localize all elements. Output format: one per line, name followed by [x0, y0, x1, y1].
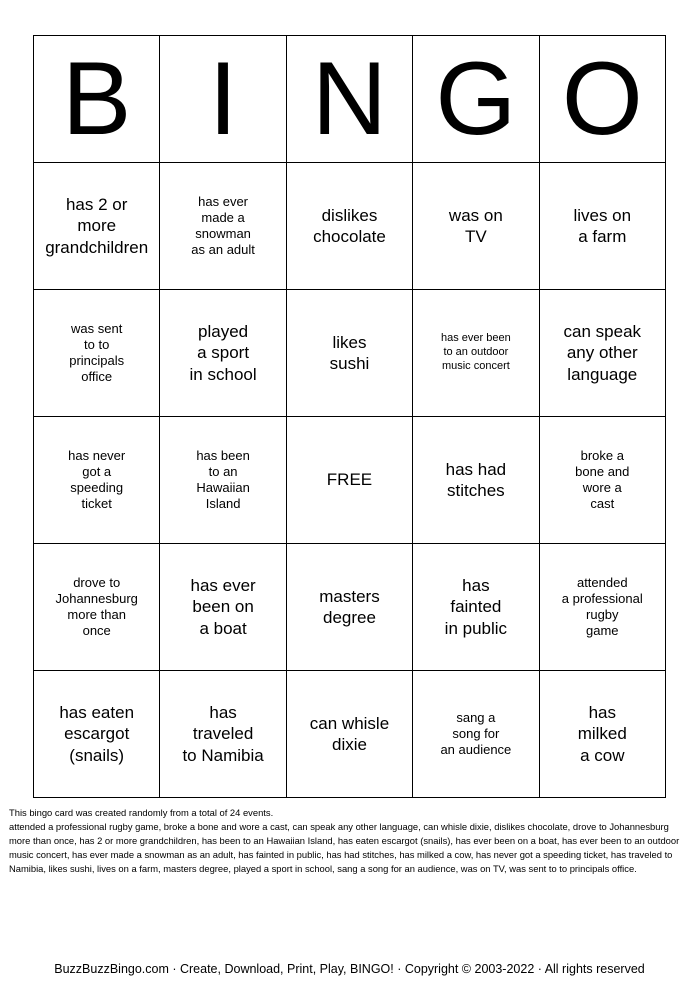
bingo-cell-line: played: [198, 322, 249, 342]
bingo-cell-line: has had: [445, 459, 507, 479]
bingo-cell-line: Island: [205, 496, 241, 512]
bingo-cell: [539, 417, 665, 544]
bingo-cell-line: song for: [452, 725, 500, 741]
bingo-cell-line: any other: [566, 343, 638, 363]
bingo-cell-line: more than: [67, 607, 126, 622]
bingo-cell-line: traveled: [192, 724, 254, 744]
bingo-cell-line: once: [82, 623, 111, 639]
bingo-cell: [286, 290, 412, 417]
bingo-cell: [413, 163, 539, 290]
bingo-row: [34, 417, 666, 544]
bingo-cell-line: been on: [192, 597, 254, 617]
bingo-cell-line: wore a: [582, 480, 622, 495]
header-letter-g: G: [413, 36, 539, 163]
bingo-cell-line: Hawaiian: [196, 480, 250, 495]
bingo-cell-line: has ever: [190, 576, 256, 596]
events-list-text: attended a professional rugby game, broke a bone and wore a cast, can speak any other language, can whisle dixie, dislikes chocolate, drove to Johannesburg more than once, has 2 or more grandchildren, has been to an Hawaiian Island, has eaten escargot (snails), has ever been on a boat, has ever been to an outdoor music concert, has ever made a snowman as an adult, has fainted in public, has had stitches, has milked a cow, has never got a speeding ticket, has traveled to Namibia, likes sushi, lives on a farm, masters degree, played a sport in school, sang a song for an audience, was on TV, was sent to to principals office.: [9, 821, 680, 875]
bingo-cell-line: masters: [319, 586, 380, 606]
bingo-cell-line: broke a: [580, 447, 624, 463]
bingo-cell-line: has eaten: [59, 703, 135, 723]
bingo-cell-line: in school: [189, 364, 257, 384]
bingo-cell-line: dislikes: [321, 205, 378, 225]
bingo-cell-line: (snails): [69, 745, 125, 765]
bingo-cell-line: rugby: [586, 607, 619, 622]
bingo-cell-line: FREE: [326, 470, 373, 490]
bingo-cell-line: made a: [201, 209, 245, 225]
header-letter-i: I: [160, 36, 286, 163]
bingo-cell-line: language: [567, 364, 638, 384]
bingo-cell-line: has never: [68, 447, 126, 463]
bingo-cell-line: ticket: [81, 496, 112, 512]
bingo-cell: [160, 163, 286, 290]
bingo-cell: [413, 417, 539, 544]
bingo-cell-line: to an: [208, 463, 238, 479]
bingo-cell: [413, 671, 539, 798]
bingo-cell-line: has been: [196, 447, 250, 463]
bingo-cell-line: stitches: [447, 481, 505, 500]
bingo-row: [34, 163, 666, 290]
bingo-cell: [34, 671, 160, 798]
bingo-cell-line: milked: [577, 724, 627, 744]
bingo-cell: [34, 417, 160, 544]
bingo-cell-line: lives on: [573, 205, 632, 225]
bingo-cell-line: chocolate: [313, 227, 386, 246]
bingo-cell: [539, 163, 665, 290]
bingo-cell-line: can whisle: [309, 713, 390, 733]
bingo-cell-line: has ever been: [441, 332, 511, 345]
bingo-cell-line: to to: [84, 336, 110, 352]
bingo-cell-line: bone and: [575, 463, 630, 479]
bingo-cell-line: a professional: [561, 590, 643, 606]
events-count-text: This bingo card was created randomly from a total of 24 events.: [9, 807, 274, 818]
bingo-cell-line: to Namibia: [182, 745, 264, 765]
bingo-row: [34, 290, 666, 417]
bingo-cell-line: got a: [82, 463, 112, 479]
bingo-cell-line: Johannesburg: [55, 590, 138, 606]
bingo-cell-line: was sent: [71, 320, 123, 336]
bingo-cell: [539, 544, 665, 671]
bingo-cell-line: drove to: [73, 574, 121, 590]
bingo-cell: [286, 544, 412, 671]
bingo-cell: [160, 544, 286, 671]
bingo-cell: [539, 290, 665, 417]
bingo-cell-line: music concert: [441, 359, 510, 372]
bingo-card: [33, 35, 666, 798]
header-letter-n: N: [286, 36, 412, 163]
header-letter-b: B: [34, 36, 160, 163]
bingo-cell: [286, 671, 412, 798]
bingo-cell-line: a sport: [197, 343, 250, 363]
bingo-cell: [286, 163, 412, 290]
header-letter-o: O: [539, 36, 665, 163]
bingo-cell: [539, 671, 665, 798]
bingo-cell: [286, 417, 412, 544]
bingo-cell-line: office: [81, 369, 113, 385]
bingo-row: [34, 544, 666, 671]
bingo-cell-line: snowman: [195, 226, 251, 241]
bingo-cell-line: game: [586, 623, 619, 639]
bingo-cell-line: TV: [465, 227, 487, 246]
bingo-cell-line: an audience: [440, 742, 512, 758]
bingo-cell-line: cast: [590, 496, 615, 512]
bingo-cell-line: escargot: [64, 724, 130, 744]
bingo-cell-line: more: [77, 216, 117, 236]
card-info: [9, 806, 691, 877]
bingo-cell-line: principals: [69, 353, 125, 368]
footer: BuzzBuzzBingo.com · Create, Download, Print, Play, BINGO! · Copyright © 2003-2022 · All rights reserved: [54, 962, 645, 976]
bingo-cell-line: a farm: [578, 227, 627, 246]
bingo-cell-line: in public: [444, 618, 508, 638]
bingo-cell: [160, 417, 286, 544]
bingo-cell-line: has 2 or: [65, 195, 128, 215]
bingo-cell: [413, 290, 539, 417]
bingo-cell-line: degree: [323, 608, 376, 627]
bingo-cell-line: to an outdoor: [443, 346, 509, 359]
bingo-cell-line: likes: [332, 332, 367, 352]
bingo-cell-line: has: [588, 703, 616, 723]
bingo-cell-line: as an adult: [191, 242, 255, 258]
bingo-cell-line: fainted: [450, 597, 502, 617]
bingo-cell-line: sushi: [329, 354, 370, 373]
bingo-cell: [160, 290, 286, 417]
bingo-cell-line: dixie: [331, 735, 367, 754]
bingo-cell-line: has ever: [198, 193, 249, 209]
bingo-cell: [160, 671, 286, 798]
bingo-cell-line: was on: [448, 205, 503, 225]
bingo-cell: [413, 544, 539, 671]
bingo-cell-line: can speak: [563, 322, 642, 342]
bingo-cell: [34, 544, 160, 671]
bingo-cell-line: attended: [576, 574, 628, 590]
bingo-cell-line: has: [462, 576, 490, 596]
bingo-cell-line: grandchildren: [45, 237, 149, 257]
bingo-cell-line: a boat: [199, 618, 247, 638]
bingo-cell-line: a cow: [580, 745, 625, 765]
bingo-cell: [34, 163, 160, 290]
bingo-cell-line: sang a: [456, 709, 496, 725]
header-row: [34, 36, 666, 163]
bingo-cell: [34, 290, 160, 417]
bingo-cell-line: speeding: [70, 480, 124, 495]
bingo-row: [34, 671, 666, 798]
bingo-cell-line: has: [209, 703, 237, 723]
